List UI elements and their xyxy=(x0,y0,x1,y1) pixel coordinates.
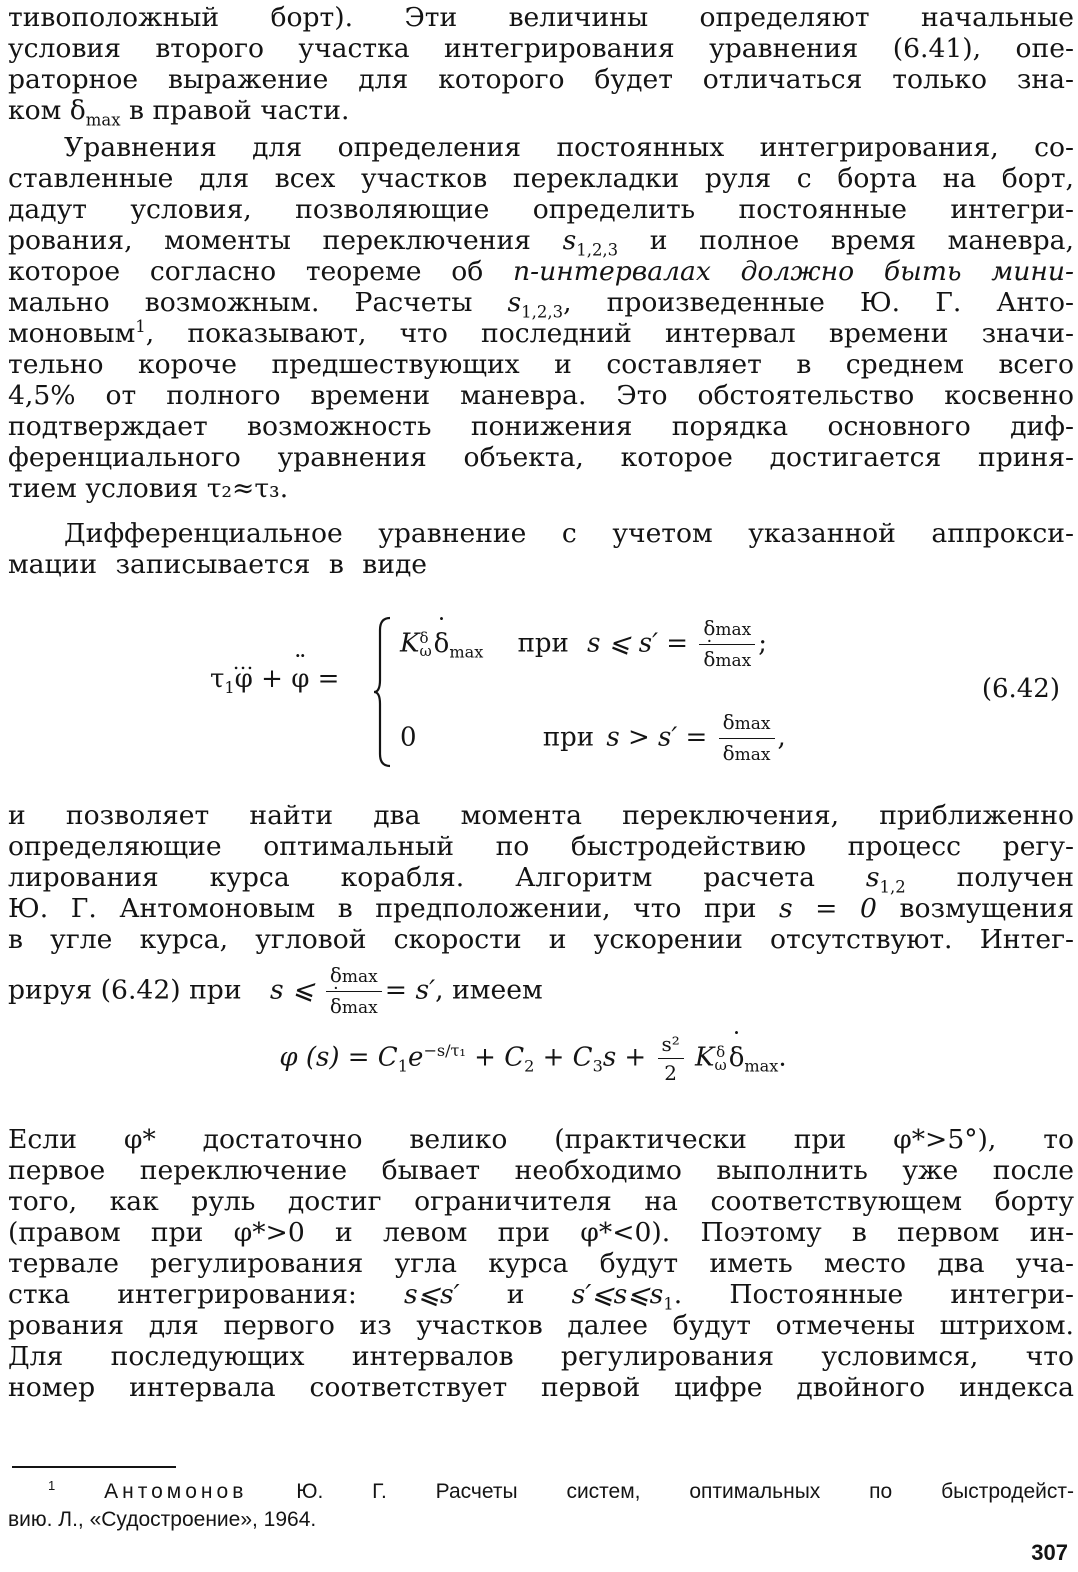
p2-line-8: тельно короче предшествующих и составляет в среднем всего xyxy=(8,349,1074,380)
p2-line-4: рования, моменты переключения $s_{1,2,3}$ и полное время маневра, xyxy=(8,225,1074,260)
p2-line-2: ставленные для всех участков перекладки руля с борта на борт, xyxy=(8,163,1074,194)
p1-line-1: тивоположный борт). Эти величины определяют начальные xyxy=(8,2,1074,33)
eq642-fraction-1: $\frac{\delta\max}{\delta ˙\max}$ xyxy=(699,614,755,675)
paragraph-5 xyxy=(8,1124,1074,1403)
footnote xyxy=(8,1478,1074,1534)
p1-line-3: раторное выражение для которого будет отличаться только зна- xyxy=(8,64,1074,95)
footnote-author: Антомонов xyxy=(104,1480,248,1503)
p2-line-5: которое согласно теореме об n-интервалах должно быть мини- xyxy=(8,256,1074,287)
p5-line-1: Если φ* достаточно велико (практически при φ*>5°), то xyxy=(8,1124,1074,1155)
footnote-ref: 1 xyxy=(135,317,146,337)
p5-line-2: первое переключение бывает необходимо выполнить уже после xyxy=(8,1155,1074,1186)
p4-line-6: рируя (6.42) при s ⩽ $\frac{\delta\max}{\delta ˙\max}$ = s′, имеем xyxy=(8,961,1074,1022)
p1-line-4: ком δ $˙_{max}$ в правой части. xyxy=(8,95,1074,126)
p4-line-2: определяющие оптимальный по быстродействию процесс регу- xyxy=(8,831,1074,862)
p5-line-4: (правом при φ*>0 и левом при φ*<0). Поэтому в первом ин- xyxy=(8,1217,1074,1248)
footnote-text-2: вию. Л., «Судостроение», 1964. xyxy=(8,1508,317,1531)
p2-line-11: ференциального уравнения объекта, которое достигается приня- xyxy=(8,442,1074,473)
p4-line-5: в угле курса, угловой скорости и ускорении отсутствуют. Интег- xyxy=(8,924,1074,955)
eq642-fraction-2: $\frac{\delta\max}{\delta\max}$ xyxy=(719,708,775,769)
p5-line-6: стка интегрирования: s⩽s′ и $s'⩽s⩽s_1$. Постоянные интегри- xyxy=(8,1279,1074,1314)
delta-dot-symbol: δ ˙ xyxy=(70,95,86,126)
p1-line-2: условия второго участка интегрирования уравнения (6.41), опе- xyxy=(8,33,1074,64)
footnote-text-1: Ю. Г. Расчеты систем, оптимальных по быстродейст- xyxy=(247,1480,1074,1503)
p5-line-5: тервале регулирования угла курса будут иметь место два уча- xyxy=(8,1248,1074,1279)
paragraph-2 xyxy=(8,132,1074,504)
p3-line-1: Дифференциальное уравнение с учетом указанной аппрокси- xyxy=(64,518,1074,549)
p2-line-3: дадут условия, позволяющие определить постоянные интегри- xyxy=(8,194,1074,225)
equation-6-42 xyxy=(0,612,1066,772)
eq642-case-1: K δ ω δ $˙_{max}$ при s ⩽ s′ = $\frac{\delta\max}{\delta ˙\max}$ ; xyxy=(400,614,767,675)
equation-number: (6.42) xyxy=(981,674,1060,704)
p5-line-9: номер интервала соответствует первой цифре двойного индекса xyxy=(8,1372,1074,1403)
p2-line-12: тием условия τ₂≈τ₃. xyxy=(8,473,289,504)
p2-line-10: подтверждает возможность понижения порядка основного диф- xyxy=(8,411,1074,442)
p3-line-2: мации записывается в виде xyxy=(8,549,428,580)
equation-phi: φ $(s) = C_1e^{-s/\tau_1} + C_2 + C_3s$ + $\frac{\text{s²}}{2}$ K δ ω δ $˙_{max}$. xyxy=(0,1030,1066,1087)
footnote-divider xyxy=(12,1466,176,1468)
page-number: 307 xyxy=(1031,1540,1068,1565)
p4-line-1: и позволяет найти два момента переключения, приближенно xyxy=(8,800,1074,831)
footnote-mark: 1 xyxy=(48,1478,56,1493)
p2-line-9: 4,5% от полного времени маневра. Это обстоятельство косвенно xyxy=(8,380,1074,411)
eq642-lhs: $\tau_1\varphi$ … + φ ¨ = xyxy=(210,664,339,694)
p2-line-1: Уравнения для определения постоянных интегрирования, со- xyxy=(64,132,1074,163)
phi-fraction: $\frac{\text{s²}}{2}$ xyxy=(658,1030,684,1087)
inline-fraction: $\frac{\delta\max}{\delta ˙\max}$ xyxy=(326,961,382,1022)
p2-line-6: мально возможным. Расчеты $s_{1,2,3}$, произведенные Ю. Г. Анто- xyxy=(8,287,1074,322)
p5-line-7: рования для первого из участков далее будут отмечены штрихом. xyxy=(8,1310,1074,1341)
p4-line-4: Ю. Г. Антомоновым в предположении, что при s = 0 возмущения xyxy=(8,893,1074,924)
paragraph-4 xyxy=(8,800,1074,1022)
p5-line-3: того, как руль достиг ограничителя на соответствующем борту xyxy=(8,1186,1074,1217)
p2-line-7: моновым$^1$, показывают, что последний интервал времени значи- xyxy=(8,317,1074,349)
p5-line-8: Для последующих интервалов регулирования условимся, что xyxy=(8,1341,1074,1372)
paragraph-3 xyxy=(8,518,1074,580)
paragraph-1 xyxy=(8,2,1074,130)
eq642-case-2: 0 при s > s′ = $\frac{\delta\max}{\delta\max}$ , xyxy=(400,708,786,769)
p4-line-3: лирования курса корабля. Алгоритм расчета $s_{1,2}$ получен xyxy=(8,862,1074,897)
left-brace-icon xyxy=(372,616,392,768)
